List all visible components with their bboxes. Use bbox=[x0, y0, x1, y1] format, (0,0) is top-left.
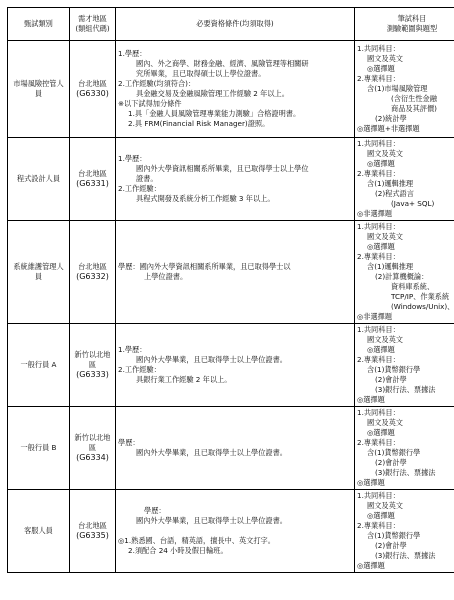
exam-cell bbox=[355, 407, 454, 490]
exam-line: 國文及英文 bbox=[367, 335, 403, 344]
exam-cell bbox=[355, 138, 454, 221]
req-line: ◎1.熟悉國、台語，精英語，擅長中、英文打字。 bbox=[118, 536, 275, 545]
requirements-cell bbox=[116, 221, 355, 324]
req-line: 國內外大學資訊相關系所畢業，且已取得學士以上學位 bbox=[136, 164, 309, 173]
exam-line: 2.專業科目： bbox=[357, 74, 400, 83]
exam-line: ◎選擇題 bbox=[357, 395, 385, 404]
exam-line: (3)銀行法、票據法 bbox=[375, 468, 436, 477]
req-line: 國內外大學畢業，且已取得學士以上學位證書。 bbox=[136, 516, 287, 525]
header-category bbox=[8, 8, 70, 41]
exam-line: (2)統計學 bbox=[375, 114, 407, 123]
category-cell bbox=[8, 324, 70, 407]
region-label: 台北地區 bbox=[78, 79, 107, 88]
requirements-cell bbox=[116, 490, 355, 573]
exam-line: ◎選擇題 bbox=[357, 478, 385, 487]
exam-line: 2.專業科目： bbox=[357, 521, 400, 530]
req-line: 國內外大學畢業，且已取得學士以上學位證書。 bbox=[136, 355, 287, 364]
exam-line: ◎選擇題 bbox=[367, 511, 395, 520]
exam-line: (Windows/Unix)、 bbox=[391, 302, 454, 311]
exam-line: 含(1)貨幣銀行學 bbox=[367, 448, 421, 457]
exam-line: 資料庫系統、 bbox=[391, 282, 435, 291]
exam-line: ◎選擇題 bbox=[367, 428, 395, 437]
exam-line: 國文及英文 bbox=[367, 149, 403, 158]
req-line: 學歷：國內外大學資訊相關系所畢業，且已取得學士以 bbox=[118, 262, 291, 271]
category-label: 客服人員 bbox=[24, 526, 53, 535]
category-cell bbox=[8, 41, 70, 138]
req-line: 學歷： bbox=[118, 438, 140, 447]
req-line: 2.工作經驗： bbox=[118, 365, 161, 374]
exam-line: 2.專業科目： bbox=[357, 355, 400, 364]
header-requirements-label: 必要資格條件(均須取得) bbox=[196, 19, 274, 28]
requirements-cell bbox=[116, 407, 355, 490]
table-row bbox=[8, 490, 454, 573]
exam-line: (2)程式語言 bbox=[375, 189, 414, 198]
exam-line: (2)計算機概論： bbox=[375, 272, 429, 281]
exam-line: (3)銀行法、票據法 bbox=[375, 385, 436, 394]
region-code: (G6335) bbox=[76, 531, 109, 540]
region-code: (G6333) bbox=[76, 370, 109, 379]
region-label: 新竹以北地區 bbox=[74, 433, 111, 452]
exam-line: ◎選擇題 bbox=[367, 159, 395, 168]
region-cell bbox=[70, 41, 116, 138]
exam-line: 1.共同科目： bbox=[357, 325, 400, 334]
req-line: 2.工作經驗(均須符合)： bbox=[118, 79, 196, 88]
category-label: 市場風險控管人員 bbox=[13, 79, 64, 98]
exam-line: (3)銀行法、票據法 bbox=[375, 551, 436, 560]
exam-line: ◎選擇題 bbox=[367, 345, 395, 354]
exam-line: 1.共同科目： bbox=[357, 44, 400, 53]
req-line: 具銀行業工作經驗 2 年以上。 bbox=[136, 375, 232, 384]
req-line: 1.學歷： bbox=[118, 154, 147, 163]
exam-line: 2.專業科目： bbox=[357, 169, 400, 178]
req-line: 學歷： bbox=[144, 506, 166, 515]
exam-line: (2)會計學 bbox=[375, 541, 407, 550]
exam-line: 含(1)貨幣銀行學 bbox=[367, 365, 421, 374]
req-line: 2.工作經驗： bbox=[118, 184, 161, 193]
table-row bbox=[8, 138, 454, 221]
exam-cell bbox=[355, 41, 454, 138]
region-code: (G6332) bbox=[76, 272, 109, 281]
exam-cell bbox=[355, 490, 454, 573]
category-label: 系統維護管理人員 bbox=[13, 262, 64, 281]
category-label: 一般行員 A bbox=[20, 360, 57, 369]
recruitment-table bbox=[7, 7, 454, 573]
exam-line: ◎選擇題 bbox=[367, 64, 395, 73]
exam-line: 2.專業科目： bbox=[357, 438, 400, 447]
region-label: 台北地區 bbox=[78, 262, 107, 271]
exam-line: 含(1)邏輯推理 bbox=[367, 262, 414, 271]
table-row bbox=[8, 324, 454, 407]
exam-line: (含衍生性金融 bbox=[391, 94, 437, 103]
requirements-cell bbox=[116, 324, 355, 407]
region-cell bbox=[70, 324, 116, 407]
exam-cell bbox=[355, 221, 454, 324]
region-code: (G6334) bbox=[76, 453, 109, 462]
exam-cell bbox=[355, 324, 454, 407]
exam-line: 含(1)邏輯推理 bbox=[367, 179, 414, 188]
req-line: 1.學歷： bbox=[118, 49, 147, 58]
category-cell bbox=[8, 490, 70, 573]
region-cell bbox=[70, 490, 116, 573]
header-region-sub-label: (類組代碼) bbox=[75, 24, 110, 33]
header-exam-sub-label: 測驗範圍與題型 bbox=[386, 24, 438, 33]
exam-line: (2)會計學 bbox=[375, 458, 407, 467]
region-label: 新竹以北地區 bbox=[74, 350, 111, 369]
region-cell bbox=[70, 407, 116, 490]
region-code: (G6330) bbox=[76, 89, 109, 98]
exam-line: ◎選擇題 bbox=[357, 561, 385, 570]
requirements-cell bbox=[116, 138, 355, 221]
table-row bbox=[8, 221, 454, 324]
req-line: 1.學歷： bbox=[118, 345, 147, 354]
exam-line: 國文及英文 bbox=[367, 232, 403, 241]
region-cell bbox=[70, 138, 116, 221]
exam-line: ◎非選擇題 bbox=[357, 312, 393, 321]
region-code: (G6331) bbox=[76, 179, 109, 188]
header-exam bbox=[355, 8, 454, 41]
header-row bbox=[8, 8, 454, 41]
table-row bbox=[8, 407, 454, 490]
exam-line: 2.專業科目： bbox=[357, 252, 400, 261]
exam-line: ◎非選擇題 bbox=[357, 209, 393, 218]
exam-line: ◎選擇題+非選擇題 bbox=[357, 124, 420, 133]
exam-line: 國文及英文 bbox=[367, 501, 403, 510]
req-line: 具程式開發及系統分析工作經驗 3 年以上。 bbox=[136, 194, 275, 203]
header-region bbox=[70, 8, 116, 41]
region-label: 台北地區 bbox=[78, 169, 107, 178]
req-line: 1.具「金融人員風險管理專業能力測驗」合格證明書。 bbox=[128, 109, 301, 118]
req-line bbox=[118, 526, 352, 536]
table-row bbox=[8, 41, 454, 138]
req-line: 究所畢業，且已取得碩士以上學位證書。 bbox=[136, 69, 266, 78]
header-category-label: 甄試類別 bbox=[24, 19, 53, 28]
requirements-cell bbox=[116, 41, 355, 138]
category-cell bbox=[8, 138, 70, 221]
exam-line: ◎選擇題 bbox=[367, 242, 395, 251]
exam-line: 國文及英文 bbox=[367, 54, 403, 63]
region-cell bbox=[70, 221, 116, 324]
exam-line: (Java+ SQL) bbox=[391, 199, 435, 208]
req-line: 上學位證書。 bbox=[144, 272, 188, 281]
header-exam-label: 筆試科目 bbox=[397, 14, 427, 23]
exam-line: 1.共同科目： bbox=[357, 222, 400, 231]
req-line: ※以下試得加分條件 bbox=[118, 99, 182, 108]
req-line: 2.須配合 24 小時及假日輪班。 bbox=[128, 546, 228, 555]
exam-line: 含(1)貨幣銀行學 bbox=[367, 531, 421, 540]
req-line: 國內外大學畢業，且已取得學士以上學位證書。 bbox=[136, 448, 287, 457]
exam-line: 國文及英文 bbox=[367, 418, 403, 427]
exam-line: TCP/IP、作業系統 bbox=[391, 292, 450, 301]
header-region-label: 需才地區 bbox=[78, 14, 107, 23]
exam-line: 含(1)市場風險管理 bbox=[367, 84, 428, 93]
req-line: 2.具 FRM(Financial Risk Manager)證照。 bbox=[128, 119, 270, 128]
category-cell bbox=[8, 407, 70, 490]
req-line: 國內、外之商學、財務金融、經濟、風險管理等相關研 bbox=[136, 59, 309, 68]
req-line: 證書。 bbox=[136, 174, 158, 183]
category-label: 一般行員 B bbox=[20, 443, 57, 452]
exam-line: 1.共同科目： bbox=[357, 408, 400, 417]
exam-line: 1.共同科目： bbox=[357, 139, 400, 148]
exam-line: 商品及其評價) bbox=[391, 104, 437, 113]
region-label: 台北地區 bbox=[78, 521, 107, 530]
req-line: 具金融交易及金融風險管理工作經驗 2 年以上。 bbox=[136, 89, 289, 98]
exam-line: 1.共同科目： bbox=[357, 491, 400, 500]
category-cell bbox=[8, 221, 70, 324]
exam-line: (2)會計學 bbox=[375, 375, 407, 384]
header-requirements bbox=[116, 8, 355, 41]
category-label: 程式設計人員 bbox=[16, 174, 61, 183]
